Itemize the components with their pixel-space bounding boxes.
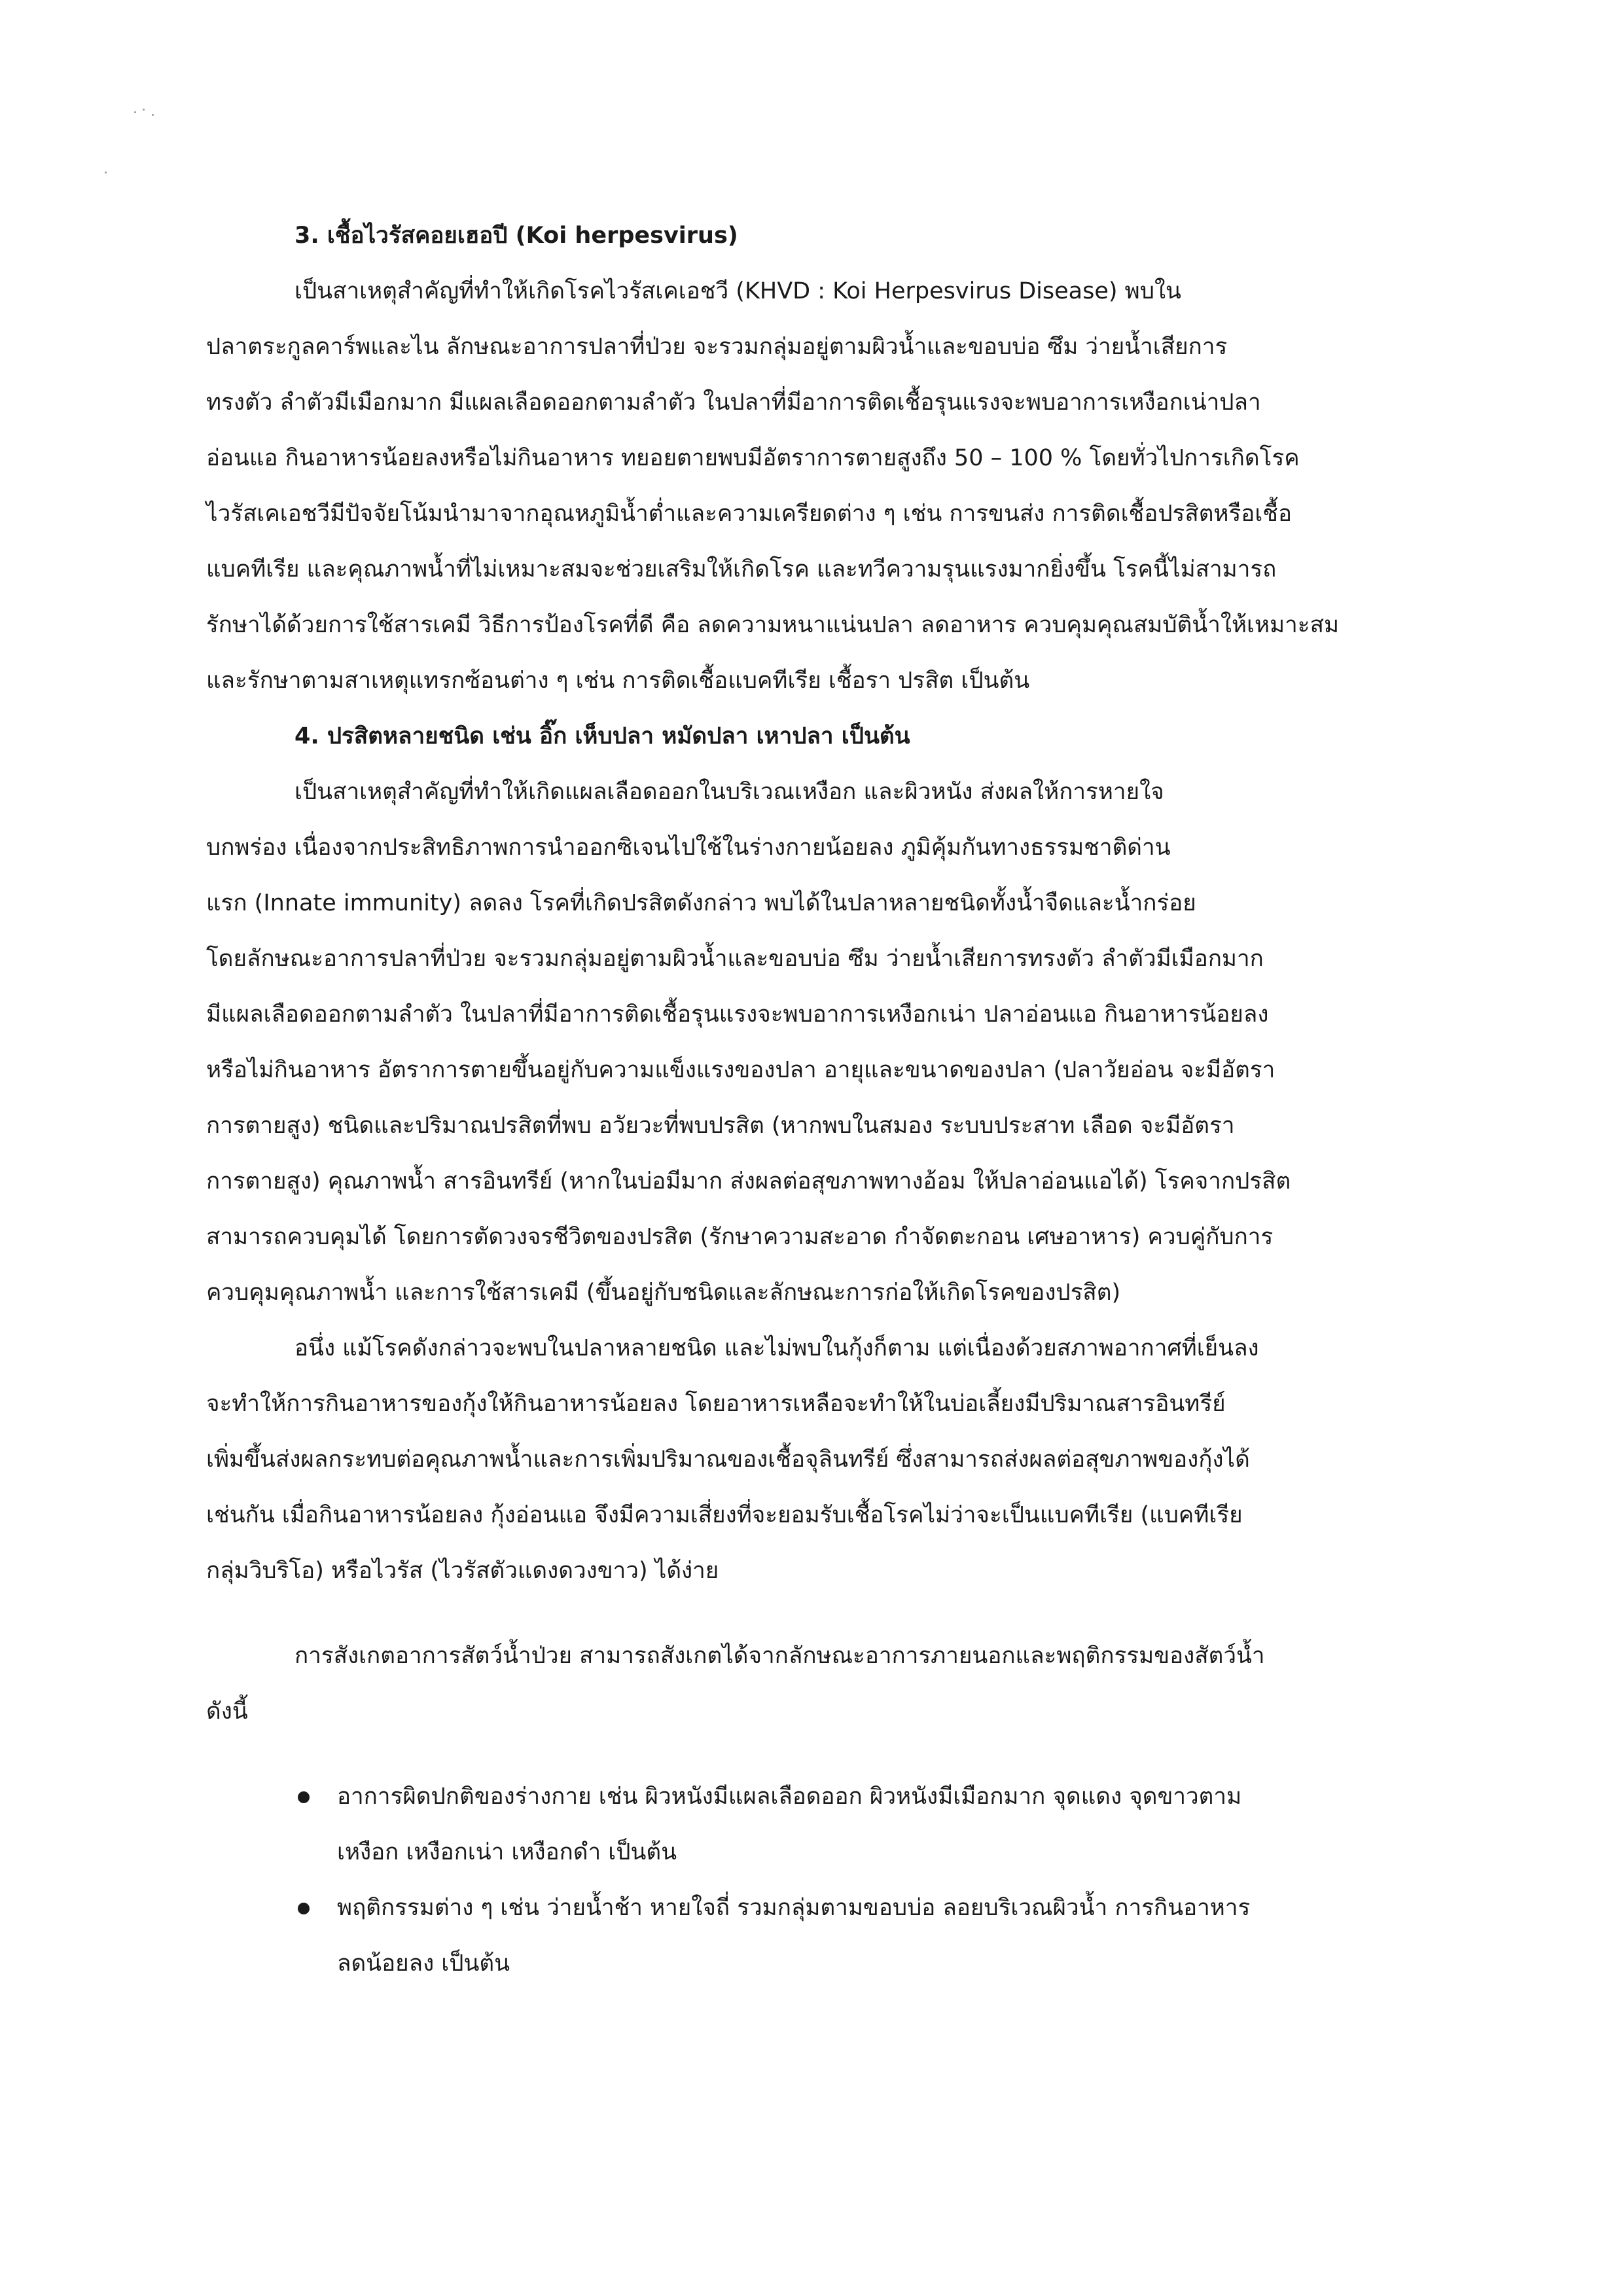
- scan-speck: [134, 111, 136, 113]
- section-4-line: โดยลักษณะอาการปลาที่ป่วย จะรวมกลุ่มอยู่ตามผิวน้ำและขอบบ่อ ซึม ว่ายน้ำเสียการทรงตัว ลำตัวมีเมือกมาก: [206, 946, 1264, 972]
- list-item: [206, 1769, 1436, 1880]
- scan-speck: [105, 171, 107, 173]
- section-3-line: เป็นสาเหตุสำคัญที่ทำให้เกิดโรคไวรัสเคเอชวี (KHVD : Koi Herpesvirus Disease) พบใน: [294, 278, 1181, 304]
- bullet-text-cont: ลดน้อยลง เป็นต้น: [337, 1950, 510, 1977]
- shrimp-paragraph-line: อนึ่ง แม้โรคดังกล่าวจะพบในปลาหลายชนิด และไม่พบในกุ้งก็ตาม แต่เนื่องด้วยสภาพอากาศที่เย็นลง: [294, 1335, 1259, 1361]
- bullet-text-cont: เหงือก เหงือกเน่า เหงือกดำ เป็นต้น: [337, 1839, 677, 1865]
- section-4-heading: 4. ปรสิตหลายชนิด เช่น อิ๊ก เห็บปลา หมัดปลา เหาปลา เป็นต้น: [294, 723, 910, 749]
- list-item: [206, 1880, 1436, 1992]
- paragraph-gap: [206, 1599, 1436, 1628]
- section-4-line: เป็นสาเหตุสำคัญที่ทำให้เกิดแผลเลือดออกในบริเวณเหงือก และผิวหนัง ส่งผลให้การหายใจ: [294, 779, 1164, 805]
- section-3-line: ไวรัสเคเอชวีมีปัจจัยโน้มนำมาจากอุณหภูมิน้ำต่ำและความเครียดต่าง ๆ เช่น การขนส่ง การติดเชื้อปรสิตหรือเชื้อ: [206, 501, 1293, 527]
- section-3-line: อ่อนแอ กินอาหารน้อยลงหรือไม่กินอาหาร ทยอยตายพบมีอัตราการตายสูงถึง 50 – 100 % โดยทั่วไปการเกิดโรค: [206, 445, 1300, 471]
- section-4-line: การตายสูง) คุณภาพน้ำ สารอินทรีย์ (หากในบ่อมีมาก ส่งผลต่อสุขภาพทางอ้อม ให้ปลาอ่อนแอได้) โรคจากปรสิต: [206, 1168, 1291, 1194]
- section-3-heading: 3. เชื้อไวรัสคอยเฮอปี (Koi herpesvirus): [294, 223, 738, 249]
- bullet-dot-icon: [298, 1903, 310, 1914]
- bullet-list: [206, 1769, 1436, 1992]
- section-4-line: ควบคุมคุณภาพน้ำ และการใช้สารเคมี (ขึ้นอยู่กับชนิดและลักษณะการก่อให้เกิดโรคของปรสิต): [206, 1280, 1121, 1306]
- section-4-line: มีแผลเลือดออกตามลำตัว ในปลาที่มีอาการติดเชื้อรุนแรงจะพบอาการเหงือกเน่า ปลาอ่อนแอ กินอาหารน้อยลง: [206, 1001, 1269, 1028]
- shrimp-paragraph-line: เช่นกัน เมื่อกินอาหารน้อยลง กุ้งอ่อนแอ จึงมีความเสี่ยงที่จะยอมรับเชื้อโรคไม่ว่าจะเป็นแบคทีเรีย (แบคทีเรีย: [206, 1502, 1243, 1528]
- section-4-line: หรือไม่กินอาหาร อัตราการตายขึ้นอยู่กับความแข็งแรงของปลา อายุและขนาดของปลา (ปลาวัยอ่อน จะมีอัตรา: [206, 1057, 1275, 1083]
- shrimp-paragraph-line: จะทำให้การกินอาหารของกุ้งให้กินอาหารน้อยลง โดยอาหารเหลือจะทำให้ในบ่อเลี้ยงมีปริมาณสารอินทรีย์: [206, 1391, 1226, 1417]
- scan-speck: [143, 109, 145, 111]
- section-3-line: รักษาได้ด้วยการใช้สารเคมี วิธีการป้องโรคที่ดี คือ ลดความหนาแน่นปลา ลดอาหาร ควบคุมคุณสมบัติน้ำให้เหมาะสม: [206, 612, 1340, 638]
- shrimp-paragraph-line: เพิ่มขึ้นส่งผลกระทบต่อคุณภาพน้ำและการเพิ่มปริมาณของเชื้อจุลินทรีย์ ซึ่งสามารถส่งผลต่อสุขภาพของกุ้งได้: [206, 1446, 1250, 1473]
- section-3-line: และรักษาตามสาเหตุแทรกซ้อนต่าง ๆ เช่น การติดเชื้อแบคทีเรีย เชื้อรา ปรสิต เป็นต้น: [206, 668, 1030, 694]
- bullet-dot-icon: [298, 1791, 310, 1803]
- shrimp-paragraph-line: กลุ่มวิบริโอ) หรือไวรัส (ไวรัสตัวแดงดวงขาว) ได้ง่าย: [206, 1558, 719, 1584]
- section-4-line: แรก (Innate immunity) ลดลง โรคที่เกิดปรสิตดังกล่าว พบได้ในปลาหลายชนิดทั้งน้ำจืดและน้ำกร่อย: [206, 890, 1196, 916]
- observe-paragraph-line: ดังนี้: [206, 1698, 248, 1725]
- section-3-line: ทรงตัว ลำตัวมีเมือกมาก มีแผลเลือดออกตามลำตัว ในปลาที่มีอาการติดเชื้อรุนแรงจะพบอาการเหงือกเน่าปลา: [206, 389, 1261, 416]
- section-4-line: บกพร่อง เนื่องจากประสิทธิภาพการนำออกซิเจนไปใช้ในร่างกายน้อยลง ภูมิคุ้มกันทางธรรมชาติด่าน: [206, 834, 1171, 861]
- scan-speck: [152, 114, 154, 116]
- document-page: [206, 208, 1436, 1992]
- section-4-line: สามารถควบคุมได้ โดยการตัดวงจรชีวิตของปรสิต (รักษาความสะอาด กำจัดตะกอน เศษอาหาร) ควบคู่กับการ: [206, 1224, 1274, 1250]
- observe-paragraph-line: การสังเกตอาการสัตว์น้ำป่วย สามารถสังเกตได้จากลักษณะอาการภายนอกและพฤติกรรมของสัตว์น้ำ: [294, 1643, 1265, 1669]
- section-4-line: การตายสูง) ชนิดและปริมาณปรสิตที่พบ อวัยวะที่พบปรสิต (หากพบในสมอง ระบบประสาท เลือด จะมีอัตรา: [206, 1113, 1235, 1139]
- section-3-line: แบคทีเรีย และคุณภาพน้ำที่ไม่เหมาะสมจะช่วยเสริมให้เกิดโรค และทวีความรุนแรงมากยิ่งขึ้น โรคนี้ไม่สามารถ: [206, 556, 1277, 583]
- paragraph-gap: [206, 1740, 1436, 1769]
- bullet-text: อาการผิดปกติของร่างกาย เช่น ผิวหนังมีแผลเลือดออก ผิวหนังมีเมือกมาก จุดแดง จุดขาวตาม: [337, 1784, 1242, 1810]
- section-3-line: ปลาตระกูลคาร์พและไน ลักษณะอาการปลาที่ป่วย จะรวมกลุ่มอยู่ตามผิวน้ำและขอบบ่อ ซึม ว่ายน้ำเสียการ: [206, 334, 1228, 360]
- bullet-text: พฤติกรรมต่าง ๆ เช่น ว่ายน้ำช้า หายใจถี่ รวมกลุ่มตามขอบบ่อ ลอยบริเวณผิวน้ำ การกินอาหาร: [337, 1895, 1251, 1921]
